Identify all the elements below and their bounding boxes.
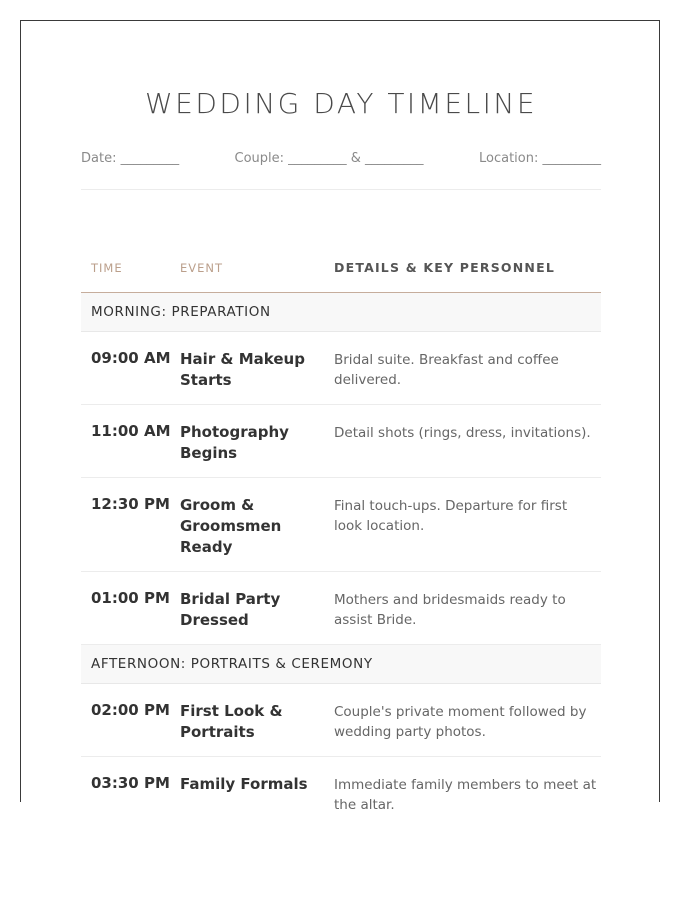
table-row: [81, 332, 601, 405]
document-page: [20, 20, 660, 813]
couple-field: Couple: _________ & _________: [234, 151, 424, 166]
row-time: 11:00 AM: [91, 422, 171, 440]
row-details: Bridal suite. Breakfast and coffee delivered.: [334, 352, 559, 388]
row-details: Immediate family members to meet at the altar.: [334, 777, 597, 813]
meta-divider: [81, 189, 601, 190]
row-time: 02:00 PM: [91, 701, 170, 719]
page-title: WEDDING DAY TIMELINE: [144, 87, 538, 120]
meta-fields: [81, 151, 601, 166]
row-event: Family Formals: [180, 775, 308, 793]
header-details: DETAILS & KEY PERSONNEL: [334, 260, 555, 275]
location-field: Location: _________: [478, 151, 601, 166]
table-row: [81, 684, 601, 757]
row-event: First Look & Portraits: [180, 702, 283, 741]
row-event: Hair & Makeup Starts: [180, 350, 305, 389]
section-header-morning: MORNING: PREPARATION: [81, 293, 601, 332]
date-field: Date: _________: [81, 151, 180, 166]
row-time: 12:30 PM: [91, 495, 170, 513]
row-details: Final touch-ups. Departure for first look location.: [334, 498, 568, 534]
table-row: [81, 757, 601, 830]
row-event: Bridal Party Dressed: [180, 590, 281, 629]
row-details: Couple's private moment followed by wedding party photos.: [334, 704, 587, 740]
table-row: [81, 478, 601, 572]
table-row: [81, 572, 601, 645]
timeline-table: [81, 293, 601, 830]
table-header: [81, 259, 601, 294]
header-time: TIME: [91, 261, 123, 275]
row-time: 09:00 AM: [91, 349, 171, 367]
table-row: [81, 405, 601, 478]
row-event: Photography Begins: [180, 423, 289, 462]
section-header-afternoon: AFTERNOON: PORTRAITS & CEREMONY: [81, 645, 601, 684]
row-event: Groom & Groomsmen Ready: [180, 496, 282, 556]
row-time: 03:30 PM: [91, 774, 170, 792]
row-time: 01:00 PM: [91, 589, 170, 607]
row-details: Mothers and bridesmaids ready to assist Bride.: [334, 592, 566, 628]
header-event: EVENT: [180, 261, 224, 275]
row-details: Detail shots (rings, dress, invitations).: [334, 425, 591, 441]
